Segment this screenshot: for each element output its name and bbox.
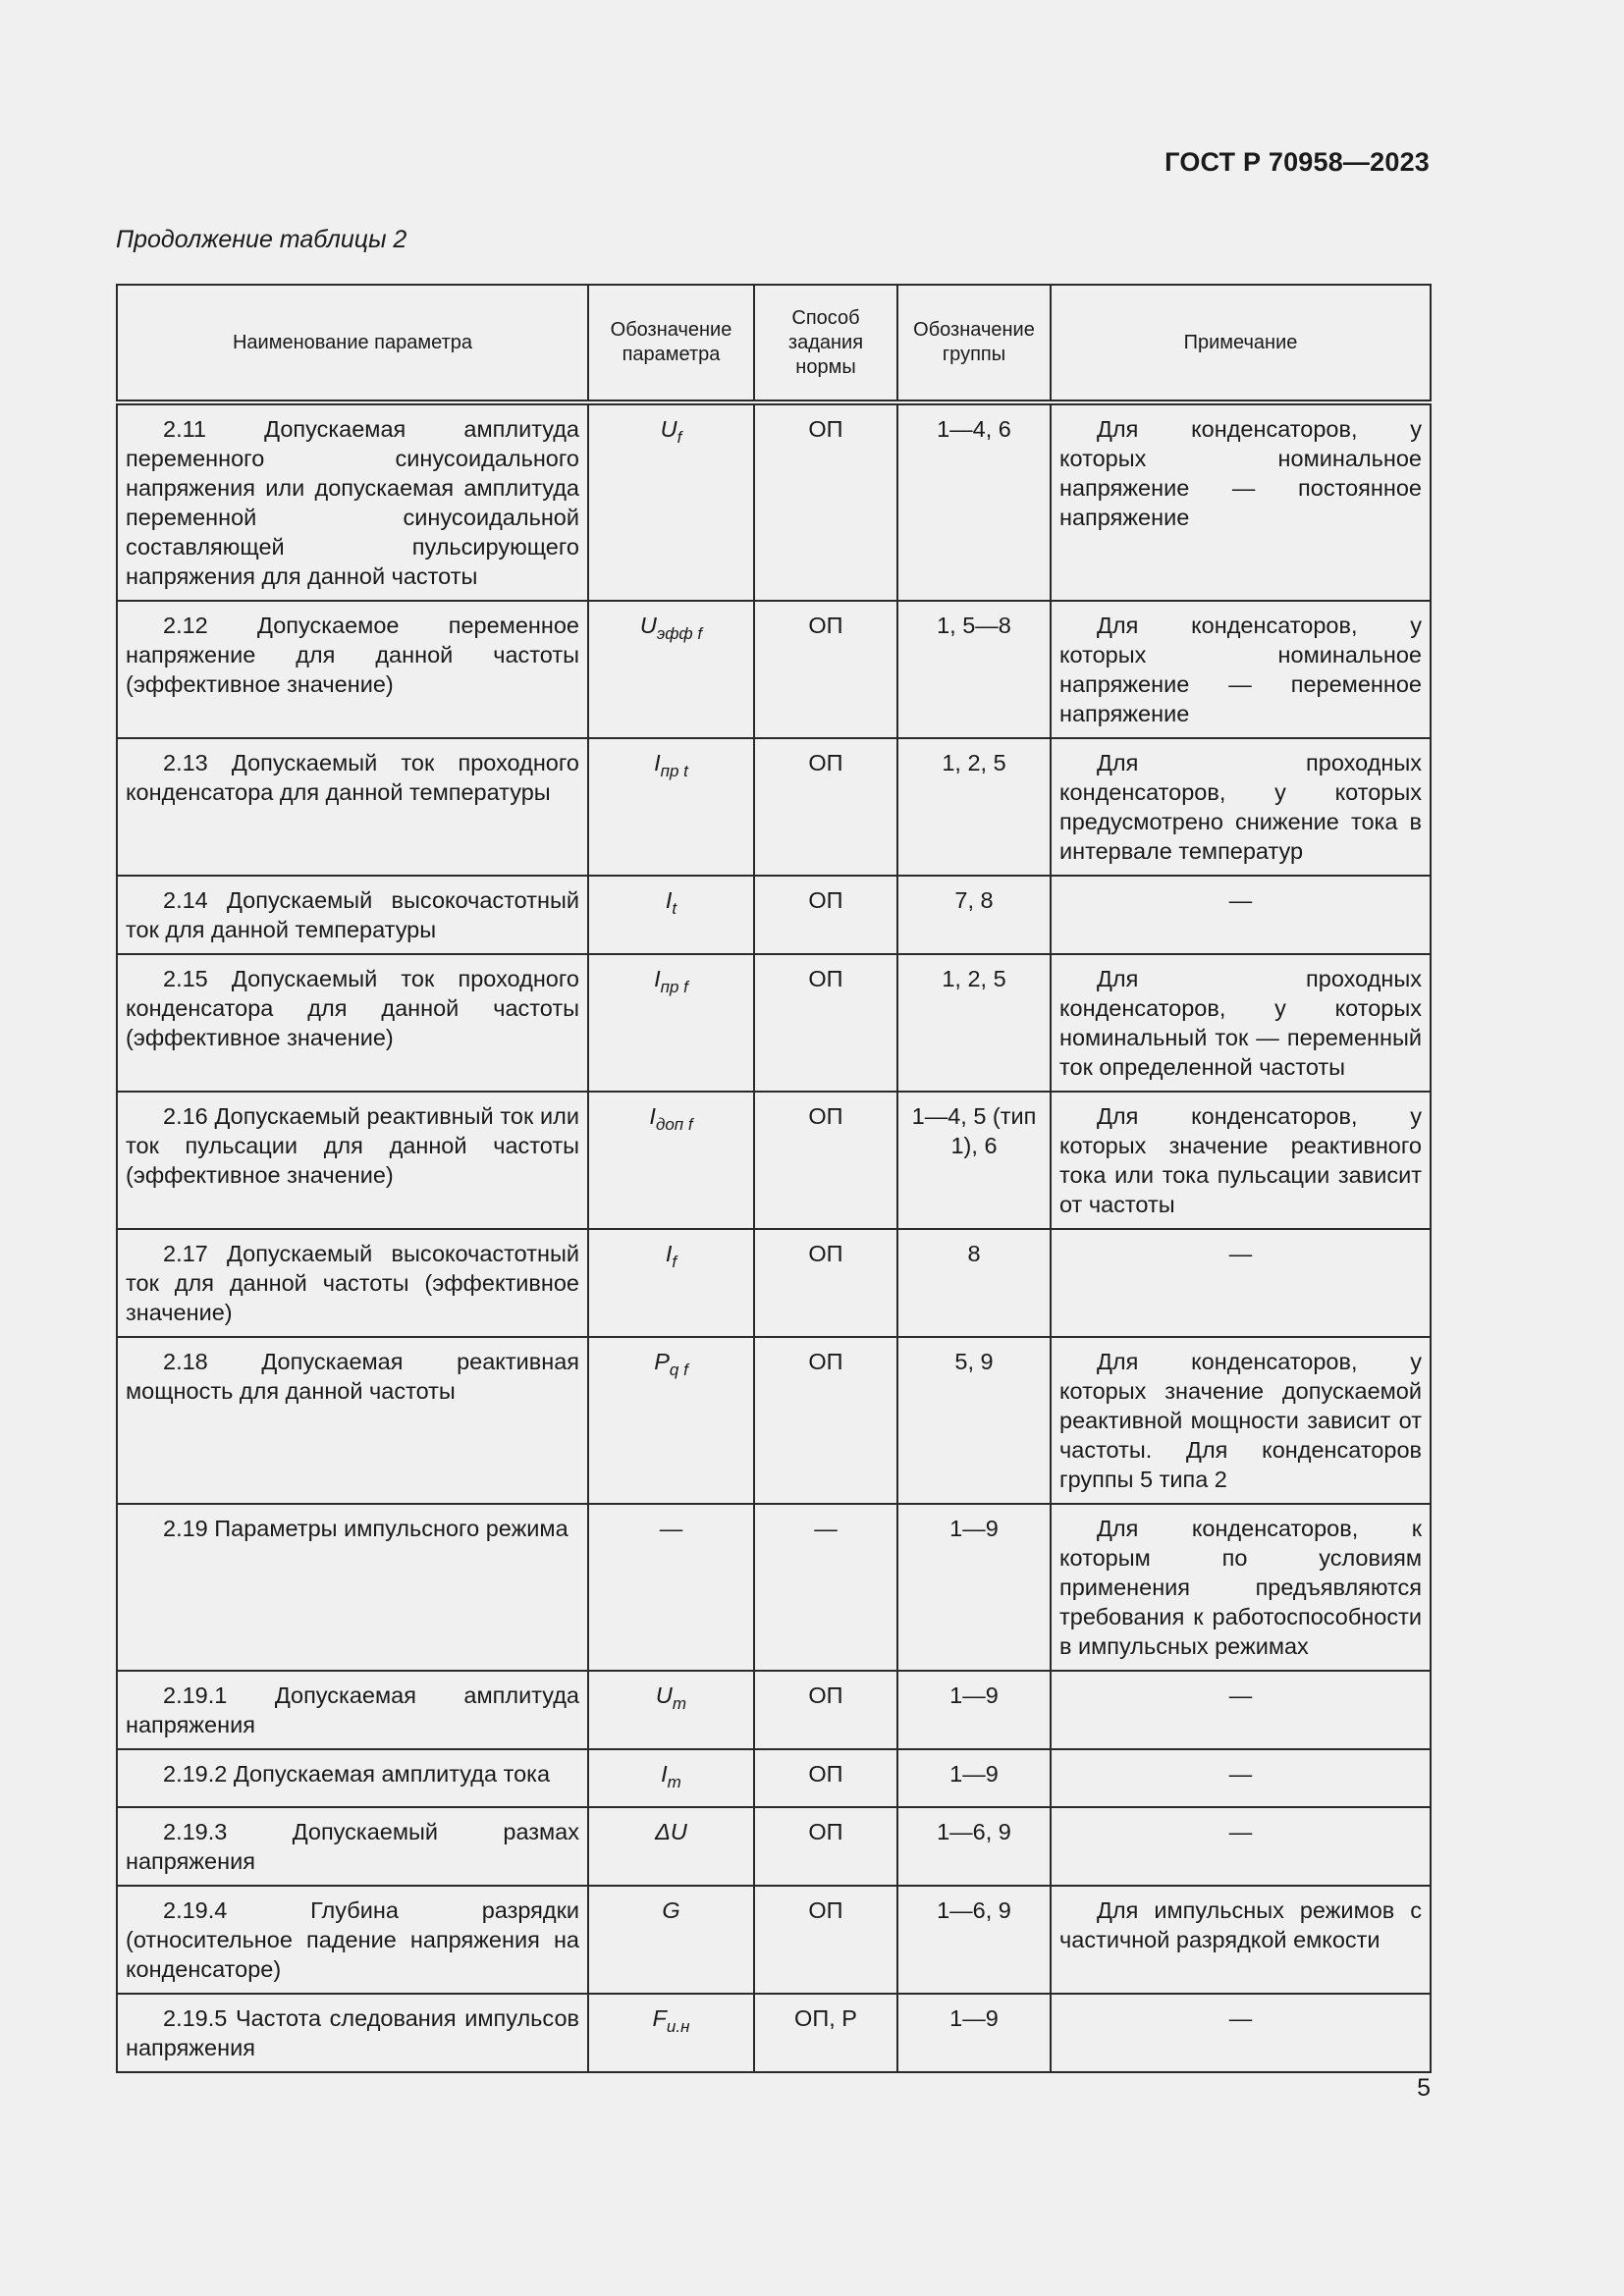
- parameter-name: 2.13 Допускаемый ток проходного конденсатора для данной температуры: [117, 738, 588, 876]
- note: Для импульсных режимов с частичной разрядкой емкости: [1051, 1886, 1431, 1994]
- group-designation: 1, 2, 5: [897, 738, 1051, 876]
- note: —: [1051, 1671, 1431, 1749]
- table-row: [117, 1229, 1431, 1337]
- table-caption: Продолжение таблицы 2: [116, 226, 407, 253]
- symbol-main: I: [649, 1103, 656, 1129]
- norm-method: ОП: [754, 954, 897, 1092]
- parameter-name: 2.14 Допускаемый высокочастотный ток для данной температуры: [117, 876, 588, 954]
- norm-method: ОП: [754, 1337, 897, 1504]
- parameter-name: 2.19.1 Допускаемая амплитуда напряжения: [117, 1671, 588, 1749]
- norm-method: ОП: [754, 1886, 897, 1994]
- parameter-symbol: [588, 1229, 754, 1337]
- group-designation: 1—9: [897, 1671, 1051, 1749]
- symbol-subscript: и.н: [666, 2017, 690, 2036]
- group-designation: 1, 2, 5: [897, 954, 1051, 1092]
- symbol-main: G: [662, 1897, 680, 1923]
- group-designation: 1—9: [897, 1749, 1051, 1807]
- note: Для конденсаторов, у которых номинальное напряжение — переменное напряжение: [1051, 601, 1431, 738]
- symbol-main: U: [660, 416, 677, 442]
- parameter-symbol: [588, 876, 754, 954]
- group-designation: 5, 9: [897, 1337, 1051, 1504]
- parameter-symbol: [588, 1337, 754, 1504]
- symbol-main: I: [665, 887, 673, 913]
- symbol-main: U: [639, 613, 657, 638]
- parameter-symbol: [588, 1749, 754, 1807]
- parameters-table: [116, 284, 1432, 2073]
- symbol-subscript: m: [672, 1694, 687, 1713]
- document-code: ГОСТ Р 70958—2023: [1164, 147, 1430, 177]
- parameter-symbol: [588, 601, 754, 738]
- parameter-symbol: [588, 402, 754, 601]
- group-designation: 1, 5—8: [897, 601, 1051, 738]
- symbol-main: I: [661, 1761, 668, 1787]
- symbol-subscript: доп f: [655, 1115, 693, 1134]
- norm-method: —: [754, 1504, 897, 1671]
- note: —: [1051, 876, 1431, 954]
- parameter-name: 2.11 Допускаемая амплитуда переменного синусоидального напряжения или допускаемая амплитуда переменной синусоидальной составляющей пульсирующего напряжения для данной частоты: [117, 402, 588, 601]
- norm-method: ОП: [754, 1229, 897, 1337]
- note: —: [1051, 1807, 1431, 1886]
- table-row: [117, 954, 1431, 1092]
- symbol-main: U: [655, 1682, 673, 1708]
- table-row: [117, 601, 1431, 738]
- note: Для конденсаторов, у которых значение допускаемой реактивной мощности зависит от частоты. Для конденсаторов группы 5 типа 2: [1051, 1337, 1431, 1504]
- column-header-symbol: Обозначение параметра: [588, 285, 754, 402]
- parameter-symbol: [588, 1886, 754, 1994]
- parameter-symbol: [588, 738, 754, 876]
- note: Для конденсаторов, у которых значение реактивного тока или тока пульсации зависит от частоты: [1051, 1092, 1431, 1229]
- note: Для конденсаторов, к которым по условиям применения предъявляются требования к работоспособности в импульсных режимах: [1051, 1504, 1431, 1671]
- table-header-row: [117, 285, 1431, 402]
- table-row: [117, 1749, 1431, 1807]
- parameter-symbol: [588, 1671, 754, 1749]
- note: —: [1051, 1994, 1431, 2072]
- group-designation: 1—6, 9: [897, 1807, 1051, 1886]
- column-header-note: Примечание: [1051, 285, 1431, 402]
- note: Для проходных конденсаторов, у которых предусмотрено снижение тока в интервале температур: [1051, 738, 1431, 876]
- table-row: [117, 1337, 1431, 1504]
- symbol-main: F: [652, 2005, 667, 2031]
- norm-method: ОП: [754, 876, 897, 954]
- group-designation: 1—9: [897, 1994, 1051, 2072]
- parameter-name: 2.15 Допускаемый ток проходного конденсатора для данной частоты (эффективное значение): [117, 954, 588, 1092]
- parameter-name: 2.16 Допускаемый реактивный ток или ток пульсации для данной частоты (эффективное значение): [117, 1092, 588, 1229]
- norm-method: ОП: [754, 601, 897, 738]
- parameter-name: 2.19.4 Глубина разрядки (относительное падение напряжения на конденсаторе): [117, 1886, 588, 1994]
- norm-method: ОП: [754, 1749, 897, 1807]
- norm-method: ОП: [754, 1807, 897, 1886]
- column-header-norm-method: Способ задания нормы: [754, 285, 897, 402]
- symbol-subscript: f: [672, 1253, 677, 1271]
- table-row: [117, 1886, 1431, 1994]
- parameter-name: 2.18 Допускаемая реактивная мощность для данной частоты: [117, 1337, 588, 1504]
- symbol-subscript: пр f: [660, 978, 688, 996]
- table-row: [117, 1807, 1431, 1886]
- symbol-subscript: эфф f: [656, 624, 703, 643]
- parameter-name: 2.19 Параметры импульсного режима: [117, 1504, 588, 1671]
- table-row: [117, 402, 1431, 601]
- column-header-group: Обозначение группы: [897, 285, 1051, 402]
- parameter-symbol: [588, 954, 754, 1092]
- table-row: [117, 876, 1431, 954]
- parameter-symbol: [588, 1994, 754, 2072]
- symbol-main: I: [665, 1241, 673, 1266]
- note: Для конденсаторов, у которых номинальное напряжение — постоянное напряжение: [1051, 402, 1431, 601]
- symbol-main: I: [654, 966, 661, 991]
- norm-method: ОП: [754, 402, 897, 601]
- symbol-subscript: f: [677, 428, 682, 447]
- parameter-symbol: [588, 1092, 754, 1229]
- table-row: [117, 1092, 1431, 1229]
- symbol-subscript: q f: [669, 1361, 688, 1379]
- norm-method: ОП: [754, 738, 897, 876]
- group-designation: 1—9: [897, 1504, 1051, 1671]
- table-row: [117, 1671, 1431, 1749]
- group-designation: 8: [897, 1229, 1051, 1337]
- parameter-symbol: [588, 1504, 754, 1671]
- parameter-name: 2.19.3 Допускаемый размах напряжения: [117, 1807, 588, 1886]
- column-header-name: Наименование параметра: [117, 285, 588, 402]
- group-designation: 1—4, 6: [897, 402, 1051, 601]
- table-row: [117, 1994, 1431, 2072]
- parameter-name: 2.12 Допускаемое переменное напряжение для данной частоты (эффективное значение): [117, 601, 588, 738]
- norm-method: ОП: [754, 1092, 897, 1229]
- group-designation: 7, 8: [897, 876, 1051, 954]
- symbol-main: ΔU: [655, 1819, 687, 1844]
- parameter-name: 2.19.2 Допускаемая амплитуда тока: [117, 1749, 588, 1807]
- note: Для проходных конденсаторов, у которых номинальный ток — переменный ток определенной частоты: [1051, 954, 1431, 1092]
- parameter-symbol: [588, 1807, 754, 1886]
- symbol-subscript: m: [667, 1773, 681, 1791]
- norm-method: ОП: [754, 1671, 897, 1749]
- group-designation: 1—6, 9: [897, 1886, 1051, 1994]
- symbol-subscript: пр t: [660, 762, 688, 780]
- page-number: 5: [1417, 2074, 1431, 2102]
- symbol-subscript: t: [672, 899, 677, 918]
- symbol-main: P: [654, 1349, 670, 1374]
- parameter-name: 2.19.5 Частота следования импульсов напряжения: [117, 1994, 588, 2072]
- note: —: [1051, 1229, 1431, 1337]
- norm-method: ОП, Р: [754, 1994, 897, 2072]
- table-body: [117, 402, 1431, 2072]
- table-row: [117, 738, 1431, 876]
- symbol-main: —: [659, 1516, 683, 1541]
- note: —: [1051, 1749, 1431, 1807]
- group-designation: 1—4, 5 (тип 1), 6: [897, 1092, 1051, 1229]
- table-row: [117, 1504, 1431, 1671]
- symbol-main: I: [654, 750, 661, 775]
- parameter-name: 2.17 Допускаемый высокочастотный ток для данной частоты (эффективное значение): [117, 1229, 588, 1337]
